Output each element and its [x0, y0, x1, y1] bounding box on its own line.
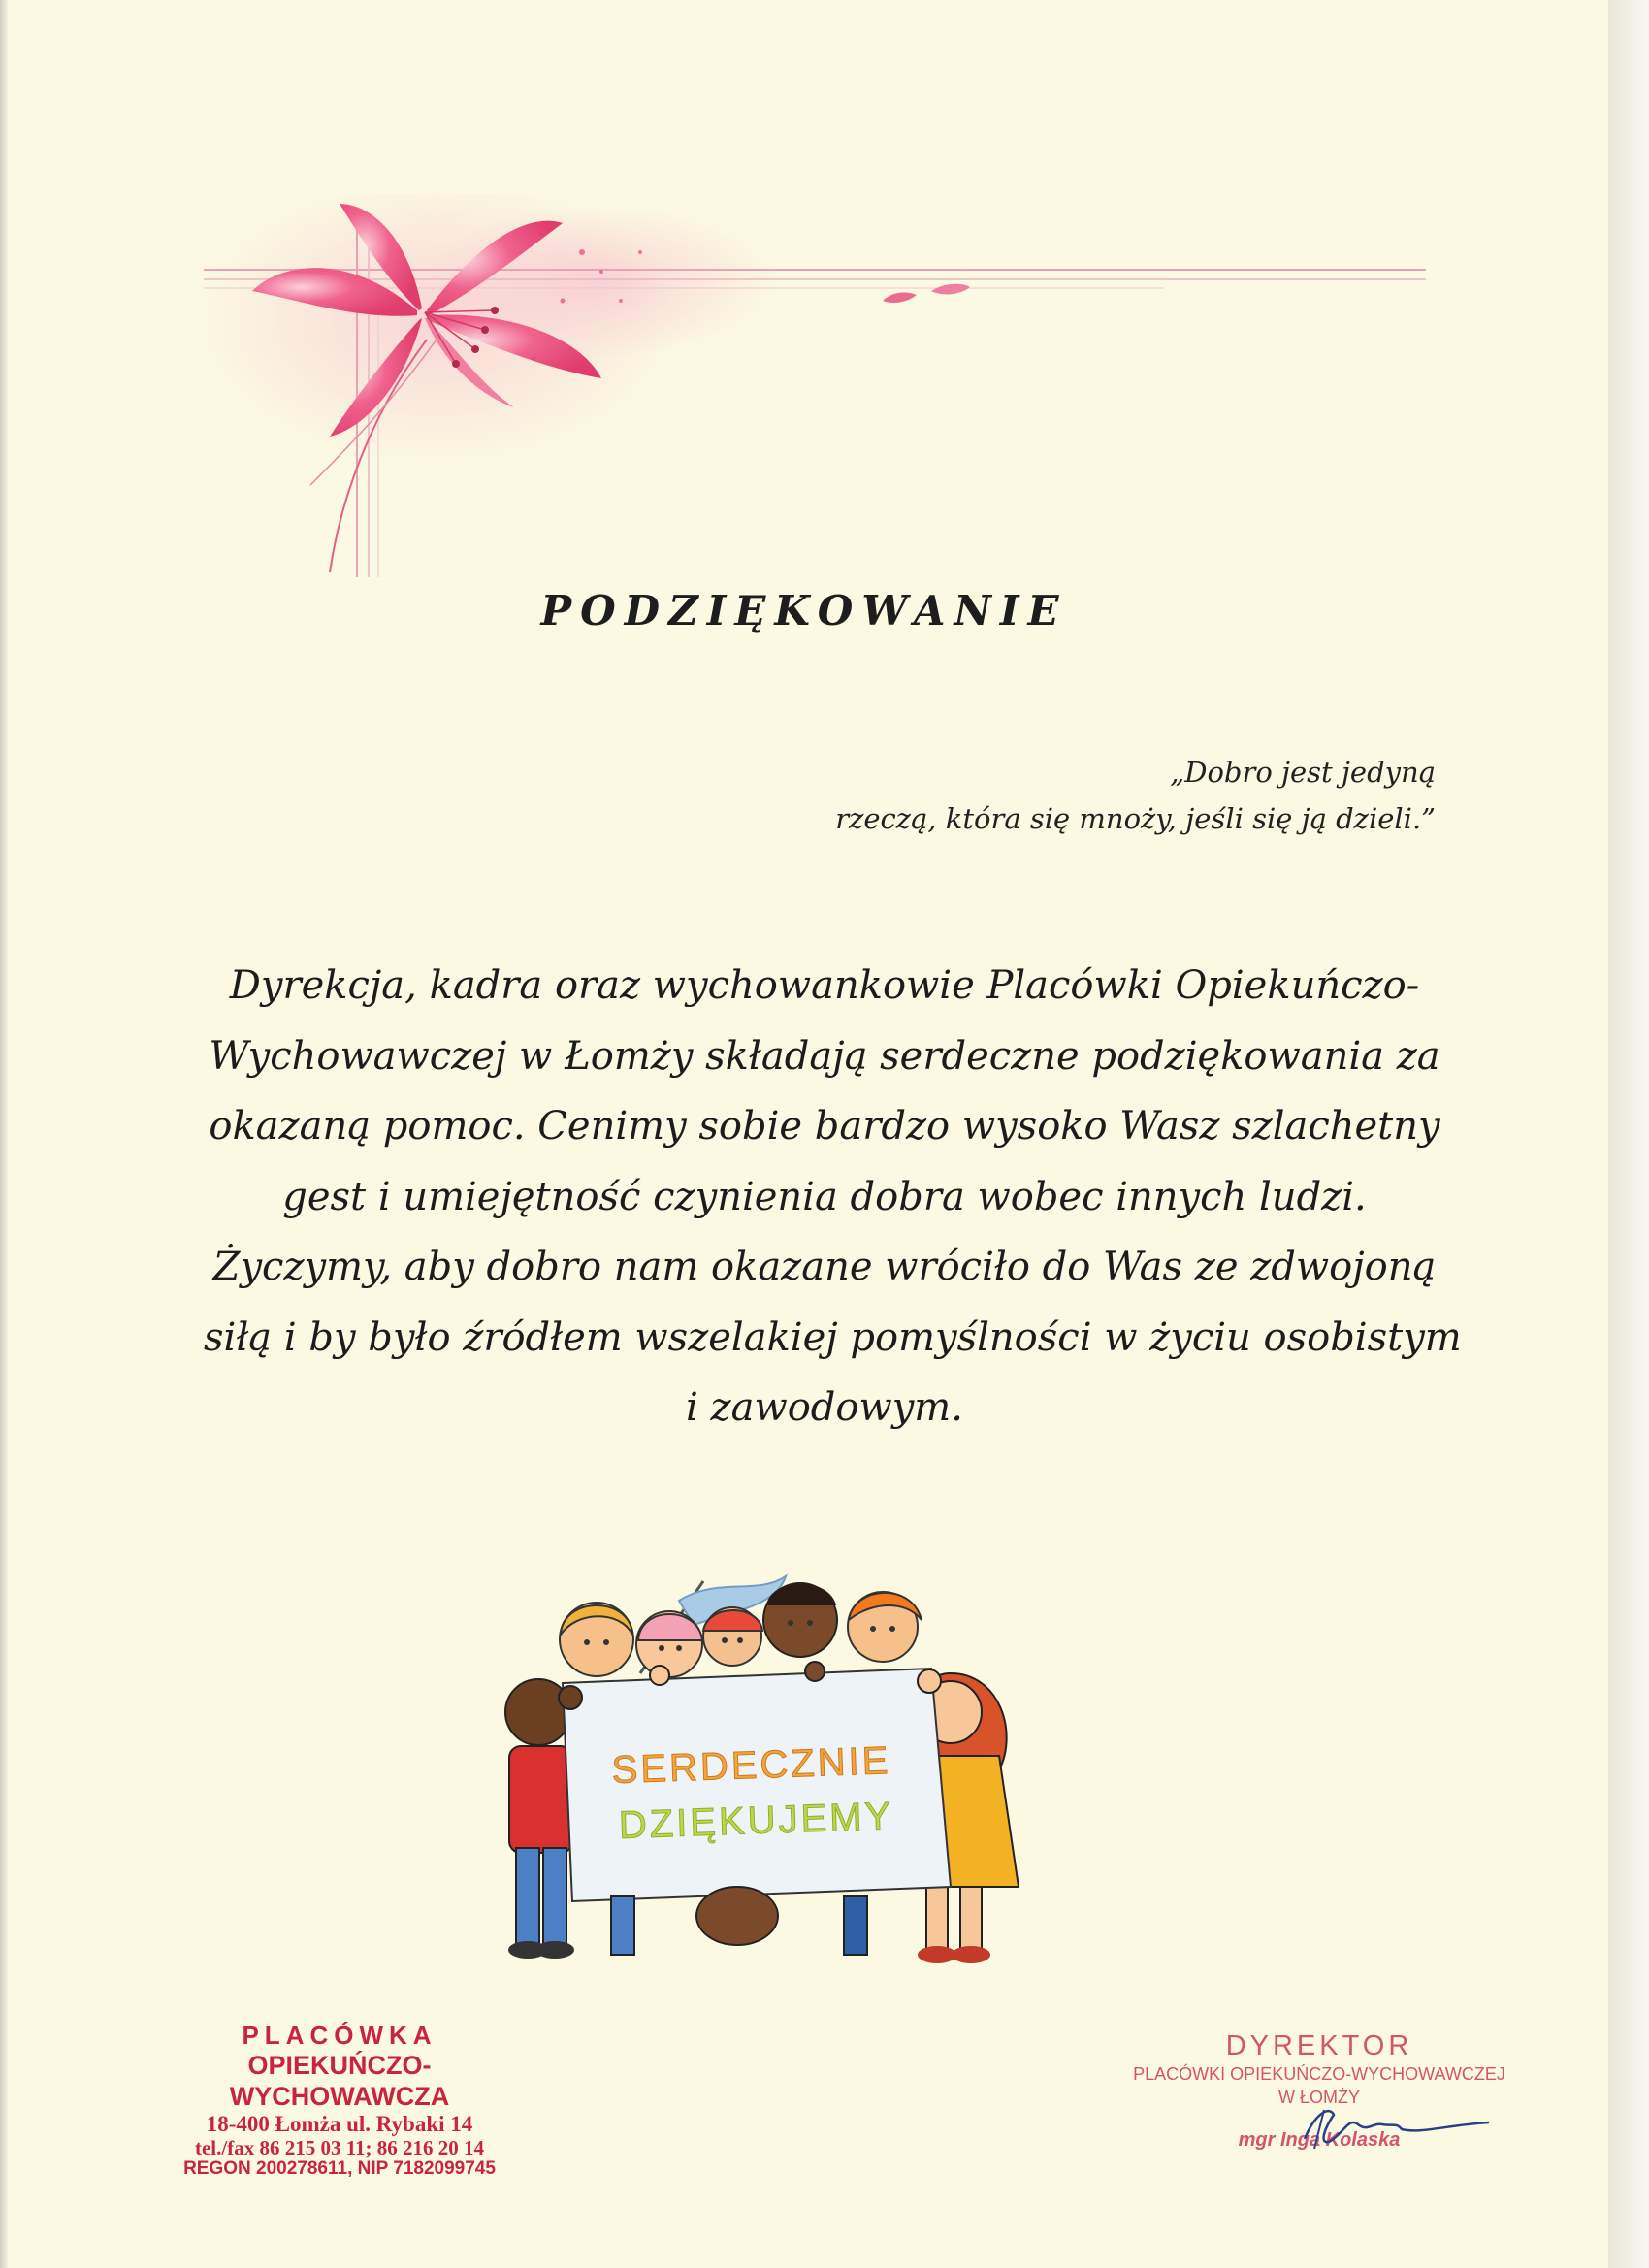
- body-line: Życzymy, aby dobro nam okazane wróciło do Was ze zdwojoną: [212, 1245, 1437, 1289]
- quote-line-2: rzeczą, która się mnoży, jeśli się ją dzieli.”: [835, 802, 1436, 835]
- banner-text-line-1: SERDECZNIE: [610, 1738, 892, 1793]
- stamp-line: 18-400 Łomża ul. Rybaki 14: [206, 2112, 473, 2136]
- banner-text-line-2: DZIĘKUJEMY: [618, 1795, 894, 1847]
- lily-flower-decoration: [194, 194, 1436, 592]
- quote-line-1: „Dobro jest jedyną: [1170, 756, 1436, 789]
- director-city: W ŁOMŻY: [1278, 2088, 1360, 2107]
- body-line: okazaną pomoc. Cenimy sobie bardzo wysoko Wasz szlachetny: [209, 1104, 1440, 1149]
- director-title: DYREKTOR: [1225, 2030, 1413, 2061]
- stamp-line: PLACÓWKA: [242, 2021, 437, 2050]
- scan-edge-left: [0, 0, 8, 2268]
- director-name: mgr Inga Kolaska: [1238, 2129, 1401, 2151]
- body-line: i zawodowym.: [686, 1385, 963, 1430]
- stamp-line: OPIEKUŃCZO-WYCHOWAWCZA: [229, 2051, 450, 2111]
- stamp-line: tel./fax 86 215 03 11; 86 216 20 14: [194, 2136, 485, 2159]
- thank-you-message: [204, 951, 1462, 1443]
- handwritten-signature: [1285, 2095, 1499, 2154]
- children-banner-illustration: [495, 1567, 1038, 1974]
- motto-quote: [660, 749, 1436, 842]
- director-institution: PLACÓWKI OPIEKUŃCZO-WYCHOWAWCZEJ: [1133, 2064, 1505, 2084]
- institution-stamp: [146, 2021, 534, 2180]
- body-line: Wychowawczej w Łomży składają serdeczne podziękowania za: [209, 1033, 1440, 1079]
- body-line: Dyrekcja, kadra oraz wychowankowie Placówki Opiekuńczo-: [229, 963, 1420, 1008]
- body-line: siłą i by było źródłem wszelakiej pomyślności w życiu osobistym: [204, 1314, 1462, 1360]
- scan-edge-right: [1608, 0, 1649, 2268]
- body-line: gest i umiejętność czynienia dobra wobec innych ludzi.: [282, 1174, 1367, 1219]
- stamp-line: REGON 200278611, NIP 7182099745: [183, 2158, 496, 2179]
- document-title: PODZIĘKOWANIE: [540, 587, 1068, 634]
